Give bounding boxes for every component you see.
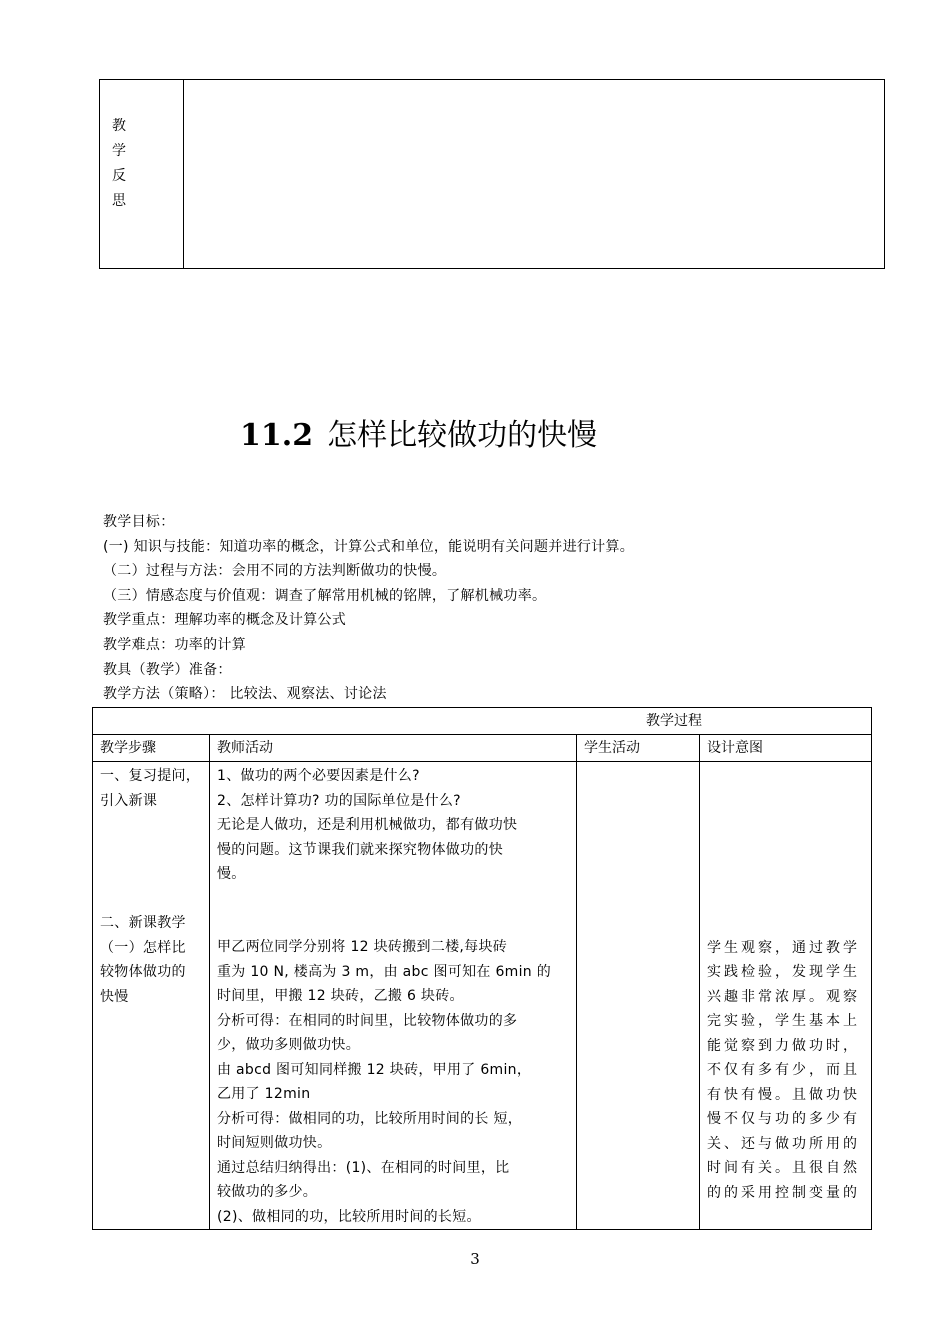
intent-line: 时间有关。且很自然 xyxy=(707,1160,860,1176)
section-header: 教学过程 xyxy=(93,708,872,735)
step-line: 较物体做功的 xyxy=(100,964,186,980)
intent-line: 不仅有多有少，而且 xyxy=(707,1062,860,1078)
intent-line: 的的采用控制变量的 xyxy=(707,1184,860,1201)
objectives-heading: 教学目标： xyxy=(103,514,175,530)
steps-cell xyxy=(93,762,210,1230)
step-line xyxy=(100,887,202,912)
teacher-line: 时间短则做功快。 xyxy=(217,1135,332,1151)
intent-line xyxy=(707,862,864,887)
intent-line: 有快有慢。且做功快 xyxy=(707,1086,860,1103)
teacher-line: 乙用了 12min xyxy=(217,1086,311,1102)
teaching-process-table xyxy=(92,707,872,1230)
intent-line: 能觉察到力做功时， xyxy=(707,1037,860,1054)
intent-line: 学生观察，通过教学 xyxy=(707,939,860,956)
intent-line xyxy=(707,911,864,936)
teacher-line xyxy=(217,887,569,912)
teaching-methods: 教学方法（策略）： 比较法、观察法、讨论法 xyxy=(103,686,387,703)
intent-line xyxy=(707,813,864,838)
steps-lines xyxy=(100,764,202,1009)
page-number: 3 xyxy=(470,1250,480,1268)
intent-line: 完实验，学生基本上 xyxy=(707,1013,860,1029)
teaching-aids: 教具（教学）准备： xyxy=(103,661,232,678)
student-activity-cell xyxy=(577,762,700,1230)
teacher-activity-cell xyxy=(210,762,577,1230)
teacher-line: 较做功的多少。 xyxy=(217,1184,318,1200)
teacher-line: 甲乙两位同学分别将 12 块砖搬到二楼,每块砖 xyxy=(217,939,508,955)
intent-line xyxy=(707,887,864,912)
teacher-line: 慢的问题。这节课我们就来探究物体做功的快 xyxy=(217,841,503,858)
teaching-difficulty: 教学难点：功率的计算 xyxy=(103,636,246,653)
table-column-header-row xyxy=(93,735,872,762)
step-line: 引入新课 xyxy=(100,792,158,809)
objective-knowledge: (一) 知识与技能：知道功率的概念，计算公式和单位，能说明有关问题并进行计算。 xyxy=(103,538,635,555)
column-header-teacher: 教师活动 xyxy=(210,735,577,762)
column-header-steps: 教学步骤 xyxy=(93,735,210,762)
design-intent-cell xyxy=(700,762,872,1230)
lesson-title xyxy=(240,414,597,458)
intent-line: 兴趣非常浓厚。观察 xyxy=(707,988,860,1005)
teacher-line: 1、做功的两个必要因素是什么? xyxy=(217,768,420,784)
step-line xyxy=(100,862,202,887)
teacher-line: 慢。 xyxy=(217,866,246,882)
step-line: 一、复习提问， xyxy=(100,768,201,784)
step-line xyxy=(100,813,202,838)
objective-attitude: （三）情感态度与价值观：调查了解常用机械的铭牌，了解机械功率。 xyxy=(103,587,547,604)
column-header-intent: 设计意图 xyxy=(700,735,872,762)
table-row xyxy=(93,762,872,1230)
teacher-line: 时间里，甲搬 12 块砖，乙搬 6 块砖。 xyxy=(217,988,464,1004)
teacher-line: 通过总结归纳得出：(1)、在相同的时间里，比 xyxy=(217,1159,510,1176)
intent-line xyxy=(707,764,864,789)
teacher-line: (2)、做相同的功，比较所用时间的长短。 xyxy=(217,1208,481,1225)
reflection-label-char: 思 xyxy=(112,193,126,209)
teacher-line: 2、怎样计算功? 功的国际单位是什么? xyxy=(217,792,461,809)
intent-line: 实践检验，发现学生 xyxy=(707,964,860,980)
step-line: 二、新课教学 xyxy=(100,915,186,931)
objective-process: （二）过程与方法：会用不同的方法判断做功的快慢。 xyxy=(103,563,447,580)
teacher-line: 无论是人做功，还是利用机械做功，都有做功快 xyxy=(217,817,518,833)
teacher-lines xyxy=(217,764,569,1229)
step-line xyxy=(100,838,202,863)
intent-line xyxy=(707,789,864,814)
reflection-label-cell xyxy=(100,80,184,268)
intent-line: 关、还与做功所用的 xyxy=(707,1135,860,1152)
reflection-label-char: 学 xyxy=(112,143,126,159)
column-header-student: 学生活动 xyxy=(577,735,700,762)
teacher-line: 少，做功多则做功快。 xyxy=(217,1037,360,1053)
reflection-label-char: 教 xyxy=(112,118,126,134)
step-line: （一）怎样比 xyxy=(100,939,186,956)
teacher-line: 分析可得：做相同的功，比较所用时间的长 短， xyxy=(217,1110,523,1127)
teacher-line: 分析可得：在相同的时间里，比较物体做功的多 xyxy=(217,1012,518,1029)
intent-line: 慢不仅与功的多少有 xyxy=(707,1111,860,1127)
teaching-reflection-box xyxy=(99,79,885,269)
teacher-line: 重为 10 N, 楼高为 3 m，由 abc 图可知在 6min 的 xyxy=(217,963,552,980)
intent-lines xyxy=(707,764,864,1205)
teacher-line: 由 abcd 图可知同样搬 12 块砖，甲用了 6min， xyxy=(217,1061,532,1078)
lesson-title-text: 怎样比较做功的快慢 xyxy=(327,418,598,453)
step-line: 快慢 xyxy=(100,988,129,1005)
intent-line xyxy=(707,838,864,863)
teacher-gap xyxy=(217,911,569,935)
reflection-label-char: 反 xyxy=(112,168,126,184)
table-section-header-row xyxy=(93,708,872,735)
teaching-key-point: 教学重点：理解功率的概念及计算公式 xyxy=(103,612,347,629)
teaching-objectives xyxy=(103,510,883,707)
lesson-number: 11.2 xyxy=(240,418,314,453)
